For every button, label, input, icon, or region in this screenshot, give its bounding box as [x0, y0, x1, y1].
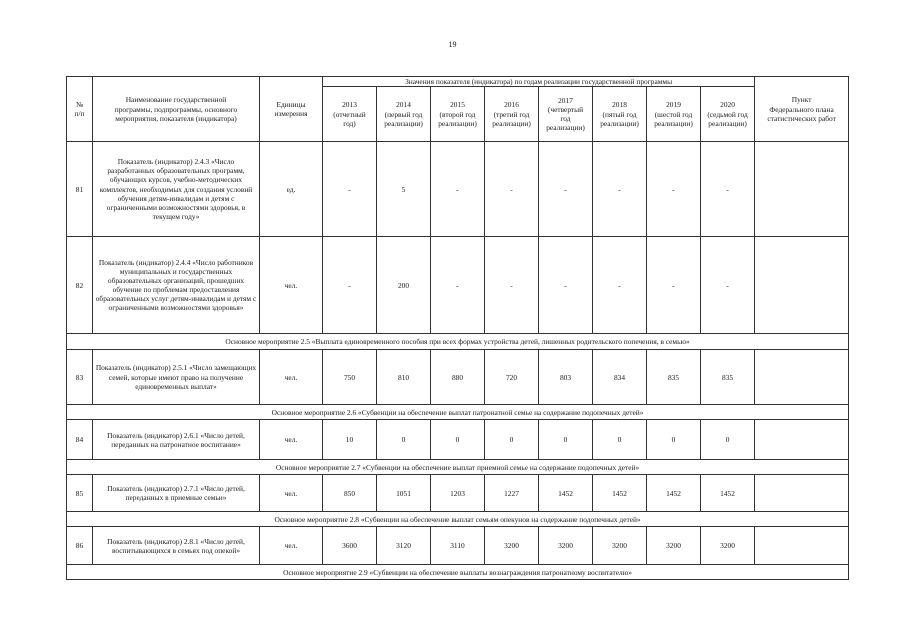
- indicator-row: [67, 420, 849, 460]
- plan-reference: [755, 237, 849, 334]
- indicator-name: Показатель (индикатор) 2.5.1 «Число замещающих семей, которые имеют право на получение единовременных выплат»: [93, 350, 260, 405]
- indicator-value: 3110: [431, 527, 485, 565]
- plan-reference: [755, 527, 849, 565]
- indicator-value: 0: [431, 420, 485, 460]
- plan-reference: [755, 350, 849, 405]
- indicator-value: 834: [593, 350, 647, 405]
- indicator-unit: чел.: [260, 475, 323, 512]
- indicator-value: 3120: [377, 527, 431, 565]
- header-number: № п/п: [67, 77, 93, 142]
- indicator-value: -: [539, 142, 593, 237]
- indicator-value: 1452: [539, 475, 593, 512]
- indicator-unit: чел.: [260, 237, 323, 334]
- indicator-unit: чел.: [260, 420, 323, 460]
- indicator-unit: чел.: [260, 527, 323, 565]
- header-year: 2019 (шестой год реализации): [647, 87, 701, 142]
- section-row: [67, 460, 849, 475]
- section-row: [67, 405, 849, 420]
- header-year: 2016 (третий год реализации): [485, 87, 539, 142]
- header-year: 2017 (четвертый год реализации): [539, 87, 593, 142]
- section-row: [67, 512, 849, 527]
- indicator-value: 0: [701, 420, 755, 460]
- row-number: 81: [67, 142, 93, 237]
- indicator-value: -: [323, 237, 377, 334]
- indicator-value: 750: [323, 350, 377, 405]
- indicator-value: 0: [647, 420, 701, 460]
- indicator-value: -: [647, 237, 701, 334]
- indicator-value: 0: [539, 420, 593, 460]
- indicator-value: -: [323, 142, 377, 237]
- indicator-value: 0: [377, 420, 431, 460]
- indicator-row: [67, 350, 849, 405]
- header-year: 2018 (пятый год реализации): [593, 87, 647, 142]
- header-values-group: Значения показателя (индикатора) по годам реализации государственной программы: [323, 77, 755, 87]
- indicator-value: 1452: [647, 475, 701, 512]
- indicator-value: -: [431, 142, 485, 237]
- header-unit: Единицы измерения: [260, 77, 323, 142]
- indicator-value: -: [701, 142, 755, 237]
- indicator-value: -: [485, 237, 539, 334]
- section-row: [67, 334, 849, 350]
- indicator-value: 200: [377, 237, 431, 334]
- row-number: 85: [67, 475, 93, 512]
- indicator-name: Показатель (индикатор) 2.7.1 «Число детей, переданных в приемные семьи»: [93, 475, 260, 512]
- indicator-value: 880: [431, 350, 485, 405]
- indicator-value: 3200: [701, 527, 755, 565]
- header-year: 2013 (отчетный год): [323, 87, 377, 142]
- section-title: Основное мероприятие 2.6 «Субвенции на обеспечение выплат патронатной семье на содержание подопечных детей»: [67, 405, 849, 420]
- indicator-name: Показатель (индикатор) 2.8.1 «Число детей, воспитывающихся в семьях под опекой»: [93, 527, 260, 565]
- indicator-value: 0: [485, 420, 539, 460]
- indicator-row: [67, 237, 849, 334]
- indicator-value: -: [647, 142, 701, 237]
- indicator-value: -: [431, 237, 485, 334]
- indicator-value: -: [701, 237, 755, 334]
- row-number: 86: [67, 527, 93, 565]
- indicator-value: 810: [377, 350, 431, 405]
- indicators-table: [66, 76, 849, 580]
- indicator-value: 720: [485, 350, 539, 405]
- indicator-value: -: [539, 237, 593, 334]
- header-year: 2014 (первый год реализации): [377, 87, 431, 142]
- row-number: 84: [67, 420, 93, 460]
- indicator-name: Показатель (индикатор) 2.6.1 «Число детей, переданных на патронатное воспитание»: [93, 420, 260, 460]
- section-title: Основное мероприятие 2.7 «Субвенции на обеспечение выплат приемной семье на содержание подопечных детей»: [67, 460, 849, 475]
- indicator-value: 3600: [323, 527, 377, 565]
- header-plan: Пункт Федерального плана статистических работ: [755, 77, 849, 142]
- indicator-name: Показатель (индикатор) 2.4.4 «Число работников муниципальных и государственных образовательных организаций, прошедших обучение по проблемам предоставления образовательных услуг детям-инвалидам и детям с ограниченными возможностями здоровья»: [93, 237, 260, 334]
- section-row: [67, 565, 849, 580]
- section-title: Основное мероприятие 2.8 «Субвенции на обеспечение выплат семьям опекунов на содержание подопечных детей»: [67, 512, 849, 527]
- indicator-value: 1051: [377, 475, 431, 512]
- indicator-value: 1203: [431, 475, 485, 512]
- page-number: 19: [448, 40, 457, 49]
- indicator-value: 0: [593, 420, 647, 460]
- indicator-value: 1452: [701, 475, 755, 512]
- indicator-value: 5: [377, 142, 431, 237]
- indicator-unit: ед.: [260, 142, 323, 237]
- section-title: Основное мероприятие 2.9 «Субвенции на обеспечение выплаты вознаграждения патронатному воспитателю»: [67, 565, 849, 580]
- indicator-row: [67, 142, 849, 237]
- header-year: 2020 (седьмой год реализации): [701, 87, 755, 142]
- indicator-value: 1452: [593, 475, 647, 512]
- indicator-value: 3200: [593, 527, 647, 565]
- indicator-unit: чел.: [260, 350, 323, 405]
- indicator-value: -: [593, 142, 647, 237]
- indicator-value: -: [485, 142, 539, 237]
- header-year: 2015 (второй год реализации): [431, 87, 485, 142]
- indicator-value: 3200: [539, 527, 593, 565]
- indicator-value: 1227: [485, 475, 539, 512]
- indicator-row: [67, 475, 849, 512]
- plan-reference: [755, 142, 849, 237]
- row-number: 82: [67, 237, 93, 334]
- plan-reference: [755, 420, 849, 460]
- row-number: 83: [67, 350, 93, 405]
- indicator-value: 803: [539, 350, 593, 405]
- indicator-value: 835: [647, 350, 701, 405]
- plan-reference: [755, 475, 849, 512]
- indicator-value: -: [593, 237, 647, 334]
- indicator-row: [67, 527, 849, 565]
- indicator-name: Показатель (индикатор) 2.4.3 «Число разработанных образовательных программ, обучающих курсов, учебно-методических комплектов, необходимых для создания условий обучения детям-инвалидам и детям с ограниченными возможностями здоровья, в текущем году»: [93, 142, 260, 237]
- indicator-value: 835: [701, 350, 755, 405]
- indicator-value: 850: [323, 475, 377, 512]
- indicator-value: 10: [323, 420, 377, 460]
- indicator-value: 3200: [647, 527, 701, 565]
- section-title: Основное мероприятие 2.5 «Выплата единовременного пособия при всех формах устройства детей, лишенных родительского попечения, в семью»: [67, 334, 849, 350]
- header-name: Наименование государственной программы, подпрограммы, основного мероприятия, показателя (индикатора): [93, 77, 260, 142]
- indicator-value: 3200: [485, 527, 539, 565]
